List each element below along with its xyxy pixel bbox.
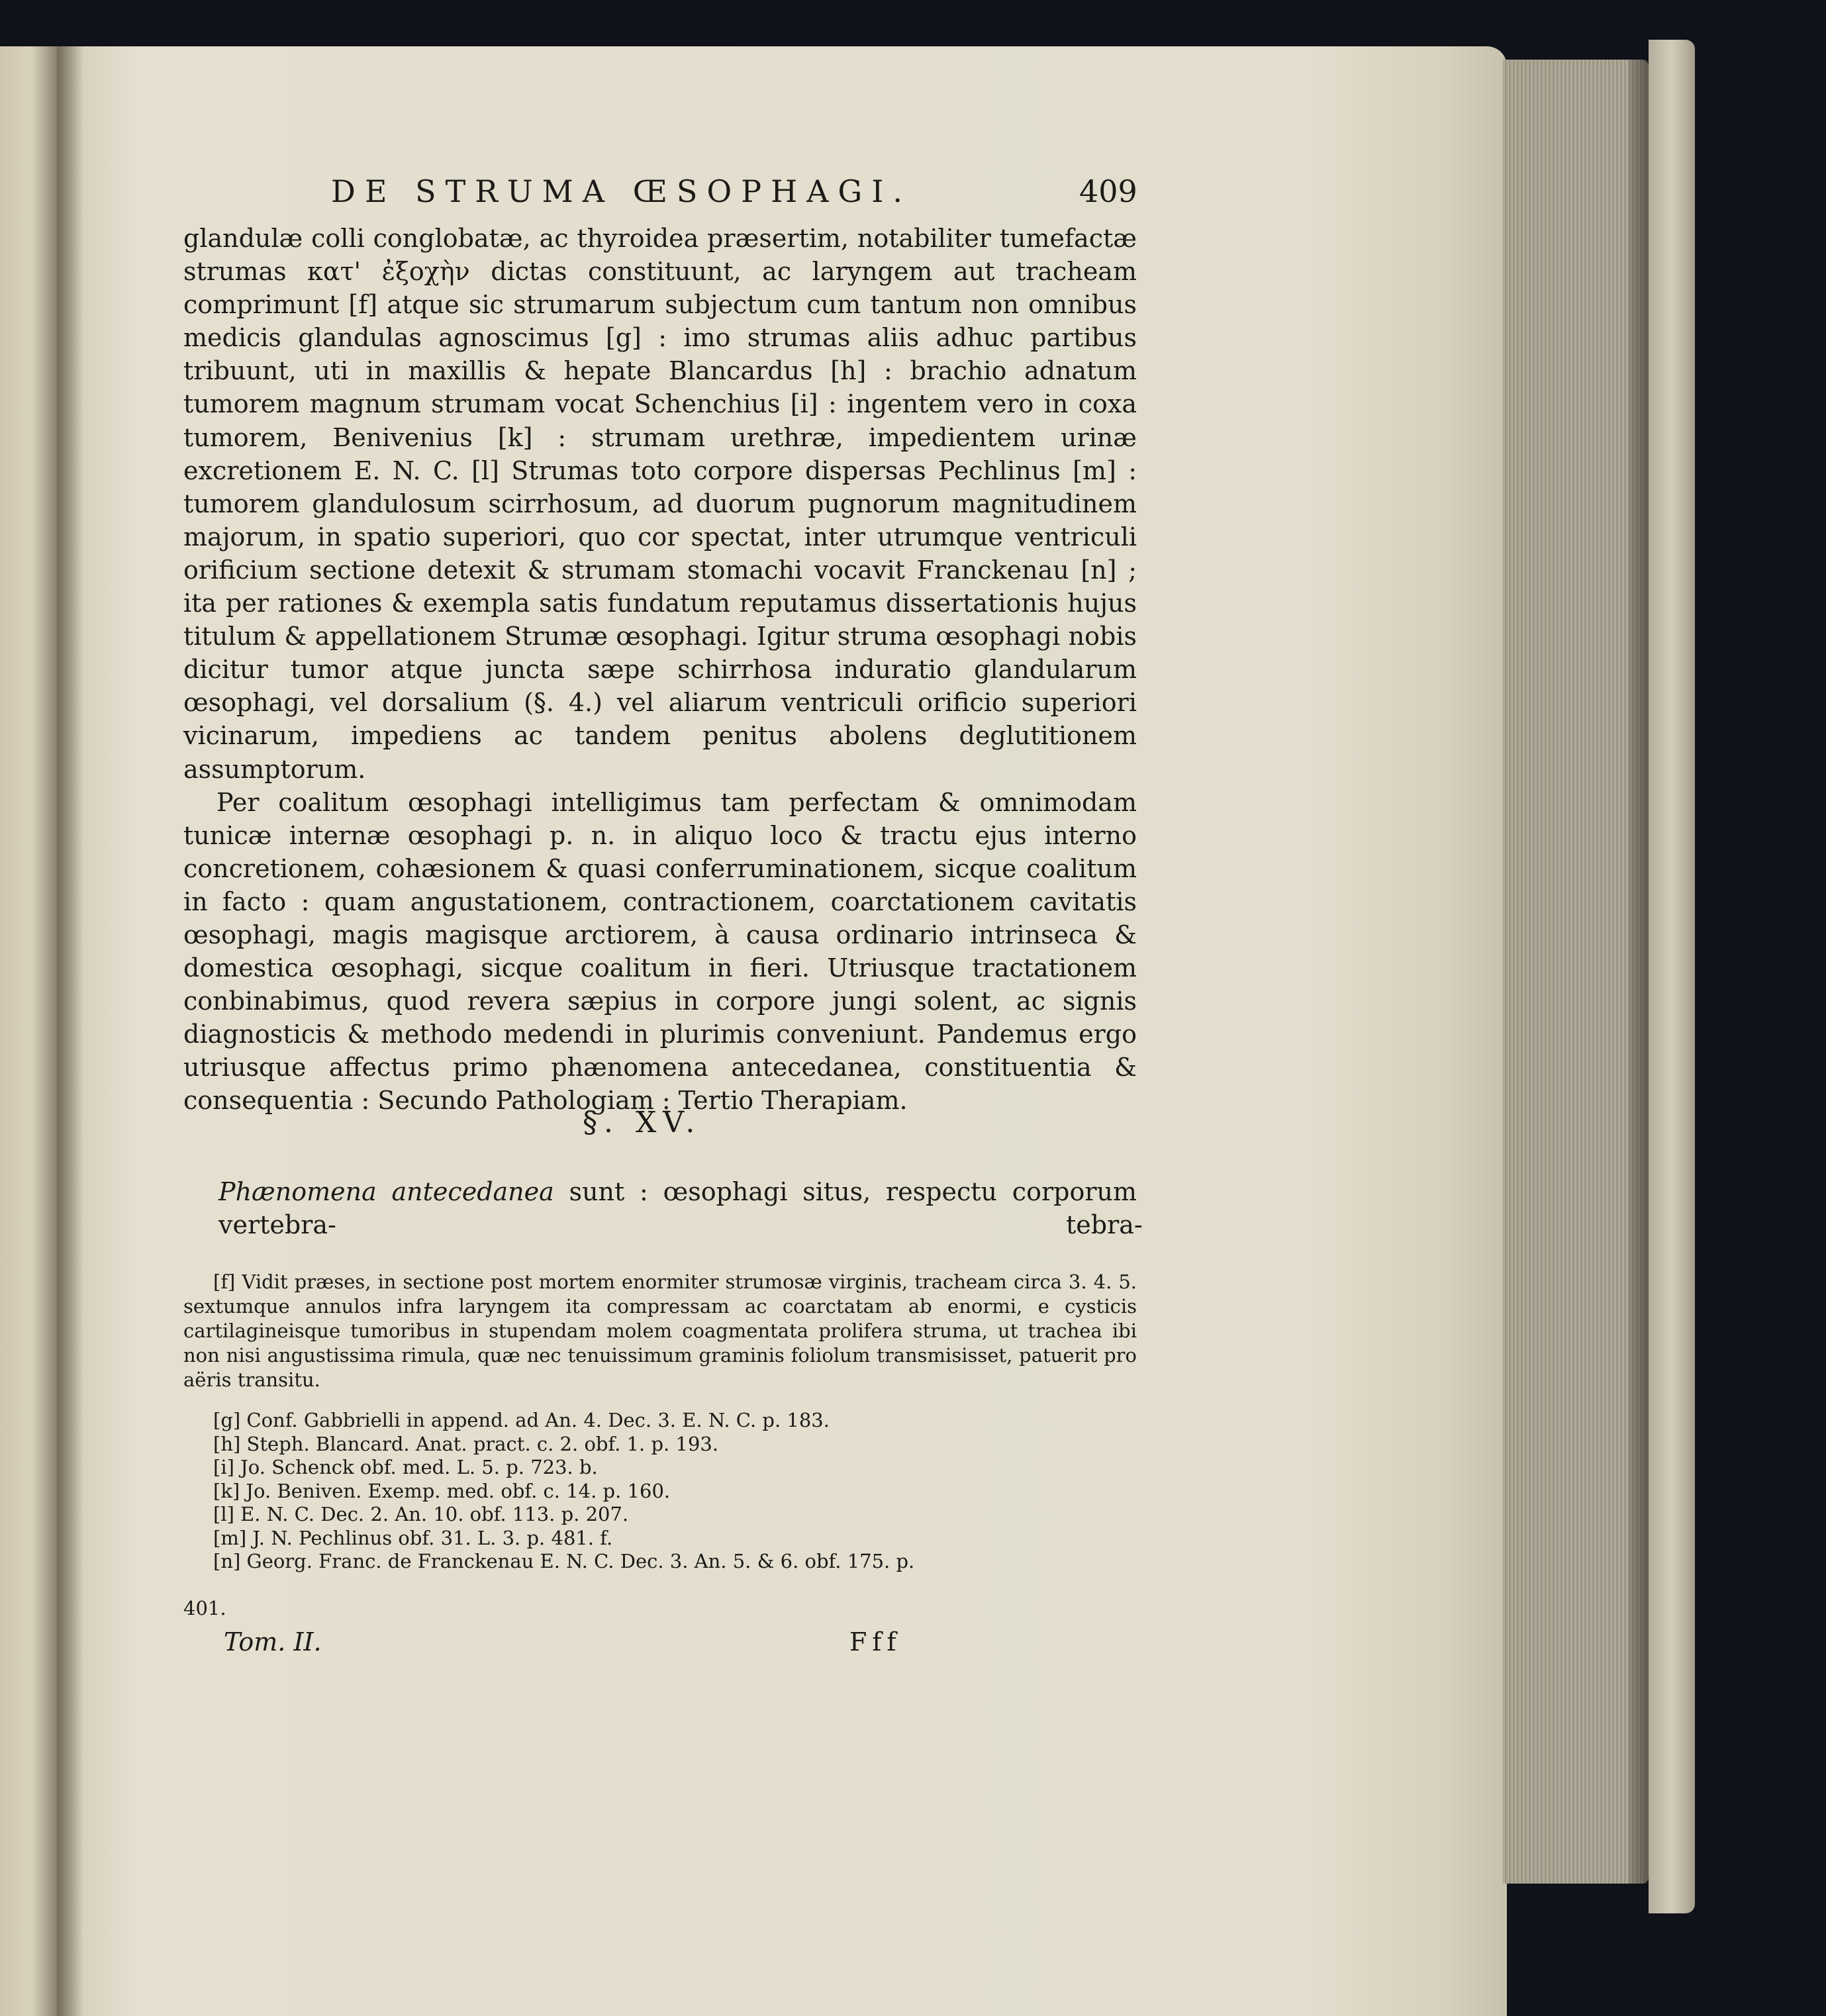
footnote-k: [k] Jo. Beniven. Exemp. med. obf. c. 14. p. 160.: [213, 1479, 671, 1502]
footnote-n-tail: 401.: [183, 1597, 226, 1619]
footnote-list: [213, 1409, 1137, 1574]
section-text: [218, 1175, 1137, 1241]
book-cover-edge: [1649, 40, 1695, 1913]
paragraph-2: Per coalitum œsophagi intelligimus tam perfectam & omnimodam tunicæ internæ œsophagi p. n. in aliquo loco & tractu ejus interno concretionem, cohæsionem & quasi conferruminationem, sicque coalitum in facto : quam angustationem, contractionem, coarctationem cavitatis œsophagi, magis magisque arctiorem, à causa ordinario intrinseca & domestica œsophagi, sicque coalitum in fieri. Utriusque tractationem conbinabimus, quod revera sæpius in corpore jungi solent, ac signis diagnosticis & methodo medendi in plurimis conveniunt. Pandemus ergo utriusque affectus primo phænomena antecedanea, constituentia & consequentia : Secundo Pathologiam : Tertio Therapiam.: [183, 787, 1137, 1116]
footnote-h: [h] Steph. Blancard. Anat. pract. c. 2. obf. 1. p. 193.: [213, 1432, 719, 1455]
page-block-edges: [1503, 60, 1649, 1884]
footnote-g: [g] Conf. Gabbrielli in append. ad An. 4. Dec. 3. E. N. C. p. 183.: [213, 1409, 830, 1431]
running-title: DE STRUMA ŒSOPHAGI.: [331, 173, 912, 209]
page-number: 409: [1079, 173, 1137, 209]
footnote-l: [l] E. N. C. Dec. 2. An. 10. obf. 113. p. 207.: [213, 1503, 629, 1525]
paragraph-1: glandulæ colli conglobatæ, ac thyroidea præsertim, notabiliter tumefactæ strumas κατ' ἐξοχὴν dictas constituunt, ac laryngem aut tracheam comprimunt [f] atque sic strumarum subjectum cum tantum non omnibus medicis glandulas agnoscimus [g] : imo strumas aliis adhuc partibus tribuunt, uti in maxillis & hepate Blancardus [h] : brachio adnatum tumorem magnum strumam vocat Schenchius [i] : ingentem vero in coxa tumorem, Benivenius [k] : strumam urethræ, impedientem urinæ excretionem E. N. C. [l] Strumas toto corpore dispersas Pechlinus [m] : tumorem glandulosum scirrhosum, ad duorum pugnorum magnitudinem majorum, in spatio superiori, quo cor spectat, inter utrumque ventriculi orificium sectione detexit & strumam stomachi vocavit Franckenau [n] ; ita per rationes & exempla satis fundatum reputamus dissertationis hujus titulum & appellationem Strumæ œsophagi. Igitur struma œsophagi nobis dicitur tumor atque juncta sæpe schirrhosa induratio glandularum œsophagi, vel dorsalium (§. 4.) vel aliarum ventriculi orificio superiori vicinarum, impediens ac tandem penitus abolens deglutitionem assumptorum.: [183, 224, 1137, 784]
section-heading: §. XV.: [583, 1106, 702, 1139]
section-body: sunt : œsophagi situs, respectu corporum vertebra-: [218, 1177, 1137, 1239]
footnote-i: [i] Jo. Schenck obf. med. L. 5. p. 723. b.: [213, 1456, 598, 1478]
footnote-m: [m] J. N. Pechlinus obf. 31. L. 3. p. 481. f.: [213, 1526, 613, 1549]
gathering-signature: Fff: [849, 1627, 902, 1656]
section-lead: Phænomena antecedanea: [218, 1177, 554, 1206]
catchword: tebra-: [1066, 1210, 1143, 1239]
left-page-edge: [0, 46, 57, 2016]
volume-signature: Tom. II.: [224, 1627, 322, 1656]
body-text: [183, 222, 1137, 1118]
gutter-shadow: [57, 46, 83, 2016]
footnote-n: [n] Georg. Franc. de Franckenau E. N. C. Dec. 3. An. 5. & 6. obf. 175. p.: [213, 1550, 915, 1572]
footnote-f: [f] Vidit præses, in sectione post mortem enormiter strumosæ virginis, tracheam circa 3. 4. 5. sextumque annulos infra laryngem ita compressam ac coarctatam ab enormi, e cysticis cartilagineisque tumoribus in stupendam molem coagmentata prolifera struma, ut trachea ibi non nisi angustissima rimula, quæ nec tenuissimum graminis foliolum transmisisset, patuerit pro aëris transitu.: [183, 1271, 1137, 1391]
